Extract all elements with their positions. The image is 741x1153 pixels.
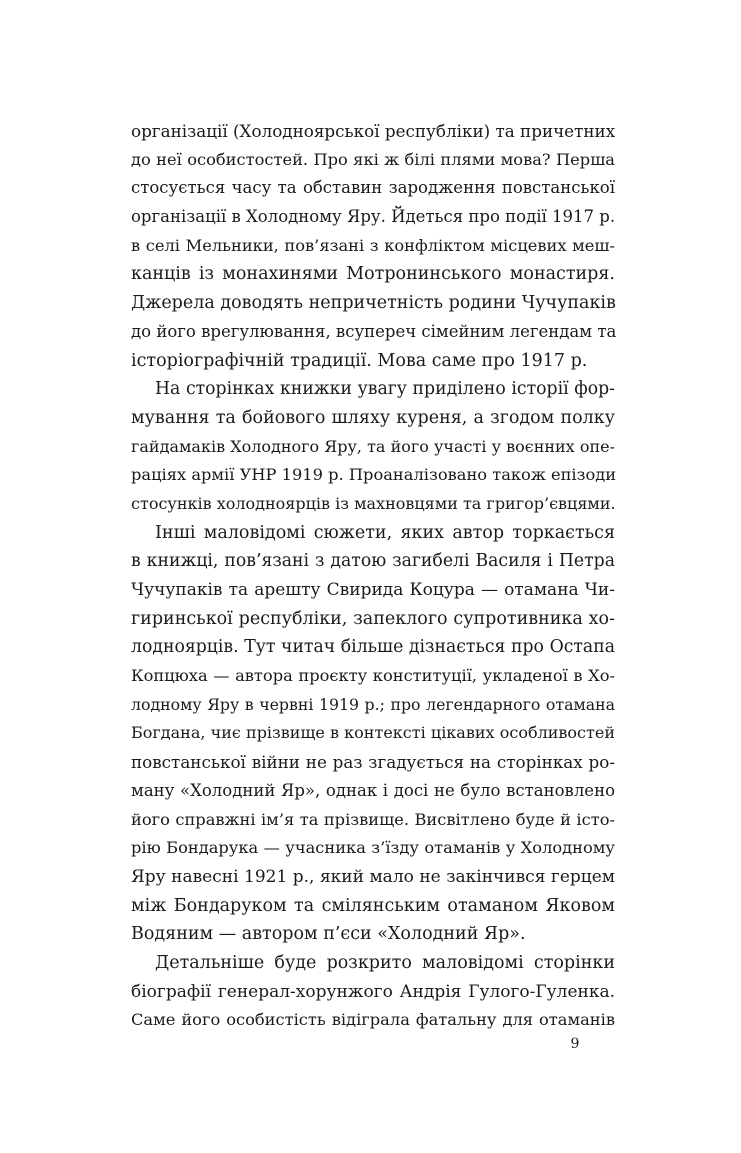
- text-line: Інші маловідомі сюжети, яких автор торкається: [155, 522, 615, 543]
- text-line: лодному Яру в червні 1919 р.; про легендарного отамана: [131, 694, 615, 714]
- text-line: історіографічній традиції. Мова саме про 1917 р.: [131, 350, 588, 371]
- text-line: гайдамаків Холодного Яру, та його участі у воєнних опе-: [131, 436, 615, 456]
- text-line: між Бондаруком та смілянським отаманом Яковом: [131, 895, 615, 916]
- text-line: Водяним — автором п’єси «Холодний Яр».: [131, 924, 526, 945]
- text-line: мування та бойового шляху куреня, а згодом полку: [131, 407, 615, 428]
- text-line: біографії генерал-хорунжого Андрія Гулого-Гуленка.: [131, 981, 615, 1002]
- text-line: гиринської республіки, запеклого супротивника хо-: [131, 608, 615, 629]
- text-line: Детальніше буде розкрито маловідомі сторінки: [155, 952, 615, 973]
- text-line: до його врегулювання, всупереч сімейним легендам та: [131, 321, 617, 341]
- text-line: його справжні ім’я та прізвище. Висвітлено буде й істо-: [131, 809, 615, 829]
- text-line: На сторінках книжки увагу приділено історії фор-: [155, 379, 615, 400]
- text-line: рію Бондарука — учасника з’їзду отаманів у Холодному: [131, 838, 615, 858]
- text-line: Яру навесні 1921 р., який мало не закінчився герцем: [131, 866, 615, 887]
- text-line: лодноярців. Тут читач більше дізнається про Остапа: [131, 637, 615, 658]
- text-line: в селі Мельники, пов’язані з конфліктом місцевих меш-: [131, 235, 615, 255]
- text-line: Саме його особистість відіграла фатальну для отаманів: [131, 1010, 615, 1030]
- text-line: повстанської війни не раз згадується на сторінках ро-: [131, 752, 615, 773]
- text-line: Богдана, чиє прізвище в контексті цікавих особливостей: [131, 723, 615, 743]
- body-text: [131, 117, 615, 1035]
- page-number: 9: [570, 1036, 580, 1052]
- text-line: стосується часу та обставин зародження повстанської: [131, 178, 615, 198]
- text-line: канців із монахинями Мотронинського монастиря.: [131, 264, 615, 285]
- text-line: Джерела доводять непричетність родини Чучупаків: [131, 293, 616, 314]
- text-line: до неї особистостей. Про які ж білі плями мова? Перша: [131, 149, 615, 169]
- text-line: Копцюха — автора проєкту конституції, укладеної в Хо-: [131, 666, 615, 686]
- text-line: стосунків холодноярців із махновцями та григор’євцями.: [131, 493, 616, 513]
- text-line: раціях армії УНР 1919 р. Проаналізовано також епізоди: [131, 465, 617, 485]
- text-line: Чучупаків та арешту Свирида Коцура — отамана Чи-: [131, 580, 615, 600]
- text-line: ману «Холодний Яр», однак і досі не було встановлено: [131, 780, 615, 800]
- text-line: в книжці, пов’язані з датою загибелі Василя і Петра: [131, 551, 615, 572]
- text-line: організації (Холодноярської республіки) та причетних: [131, 121, 616, 141]
- text-line: організації в Холодному Яру. Йдеться про події 1917 р.: [131, 207, 616, 227]
